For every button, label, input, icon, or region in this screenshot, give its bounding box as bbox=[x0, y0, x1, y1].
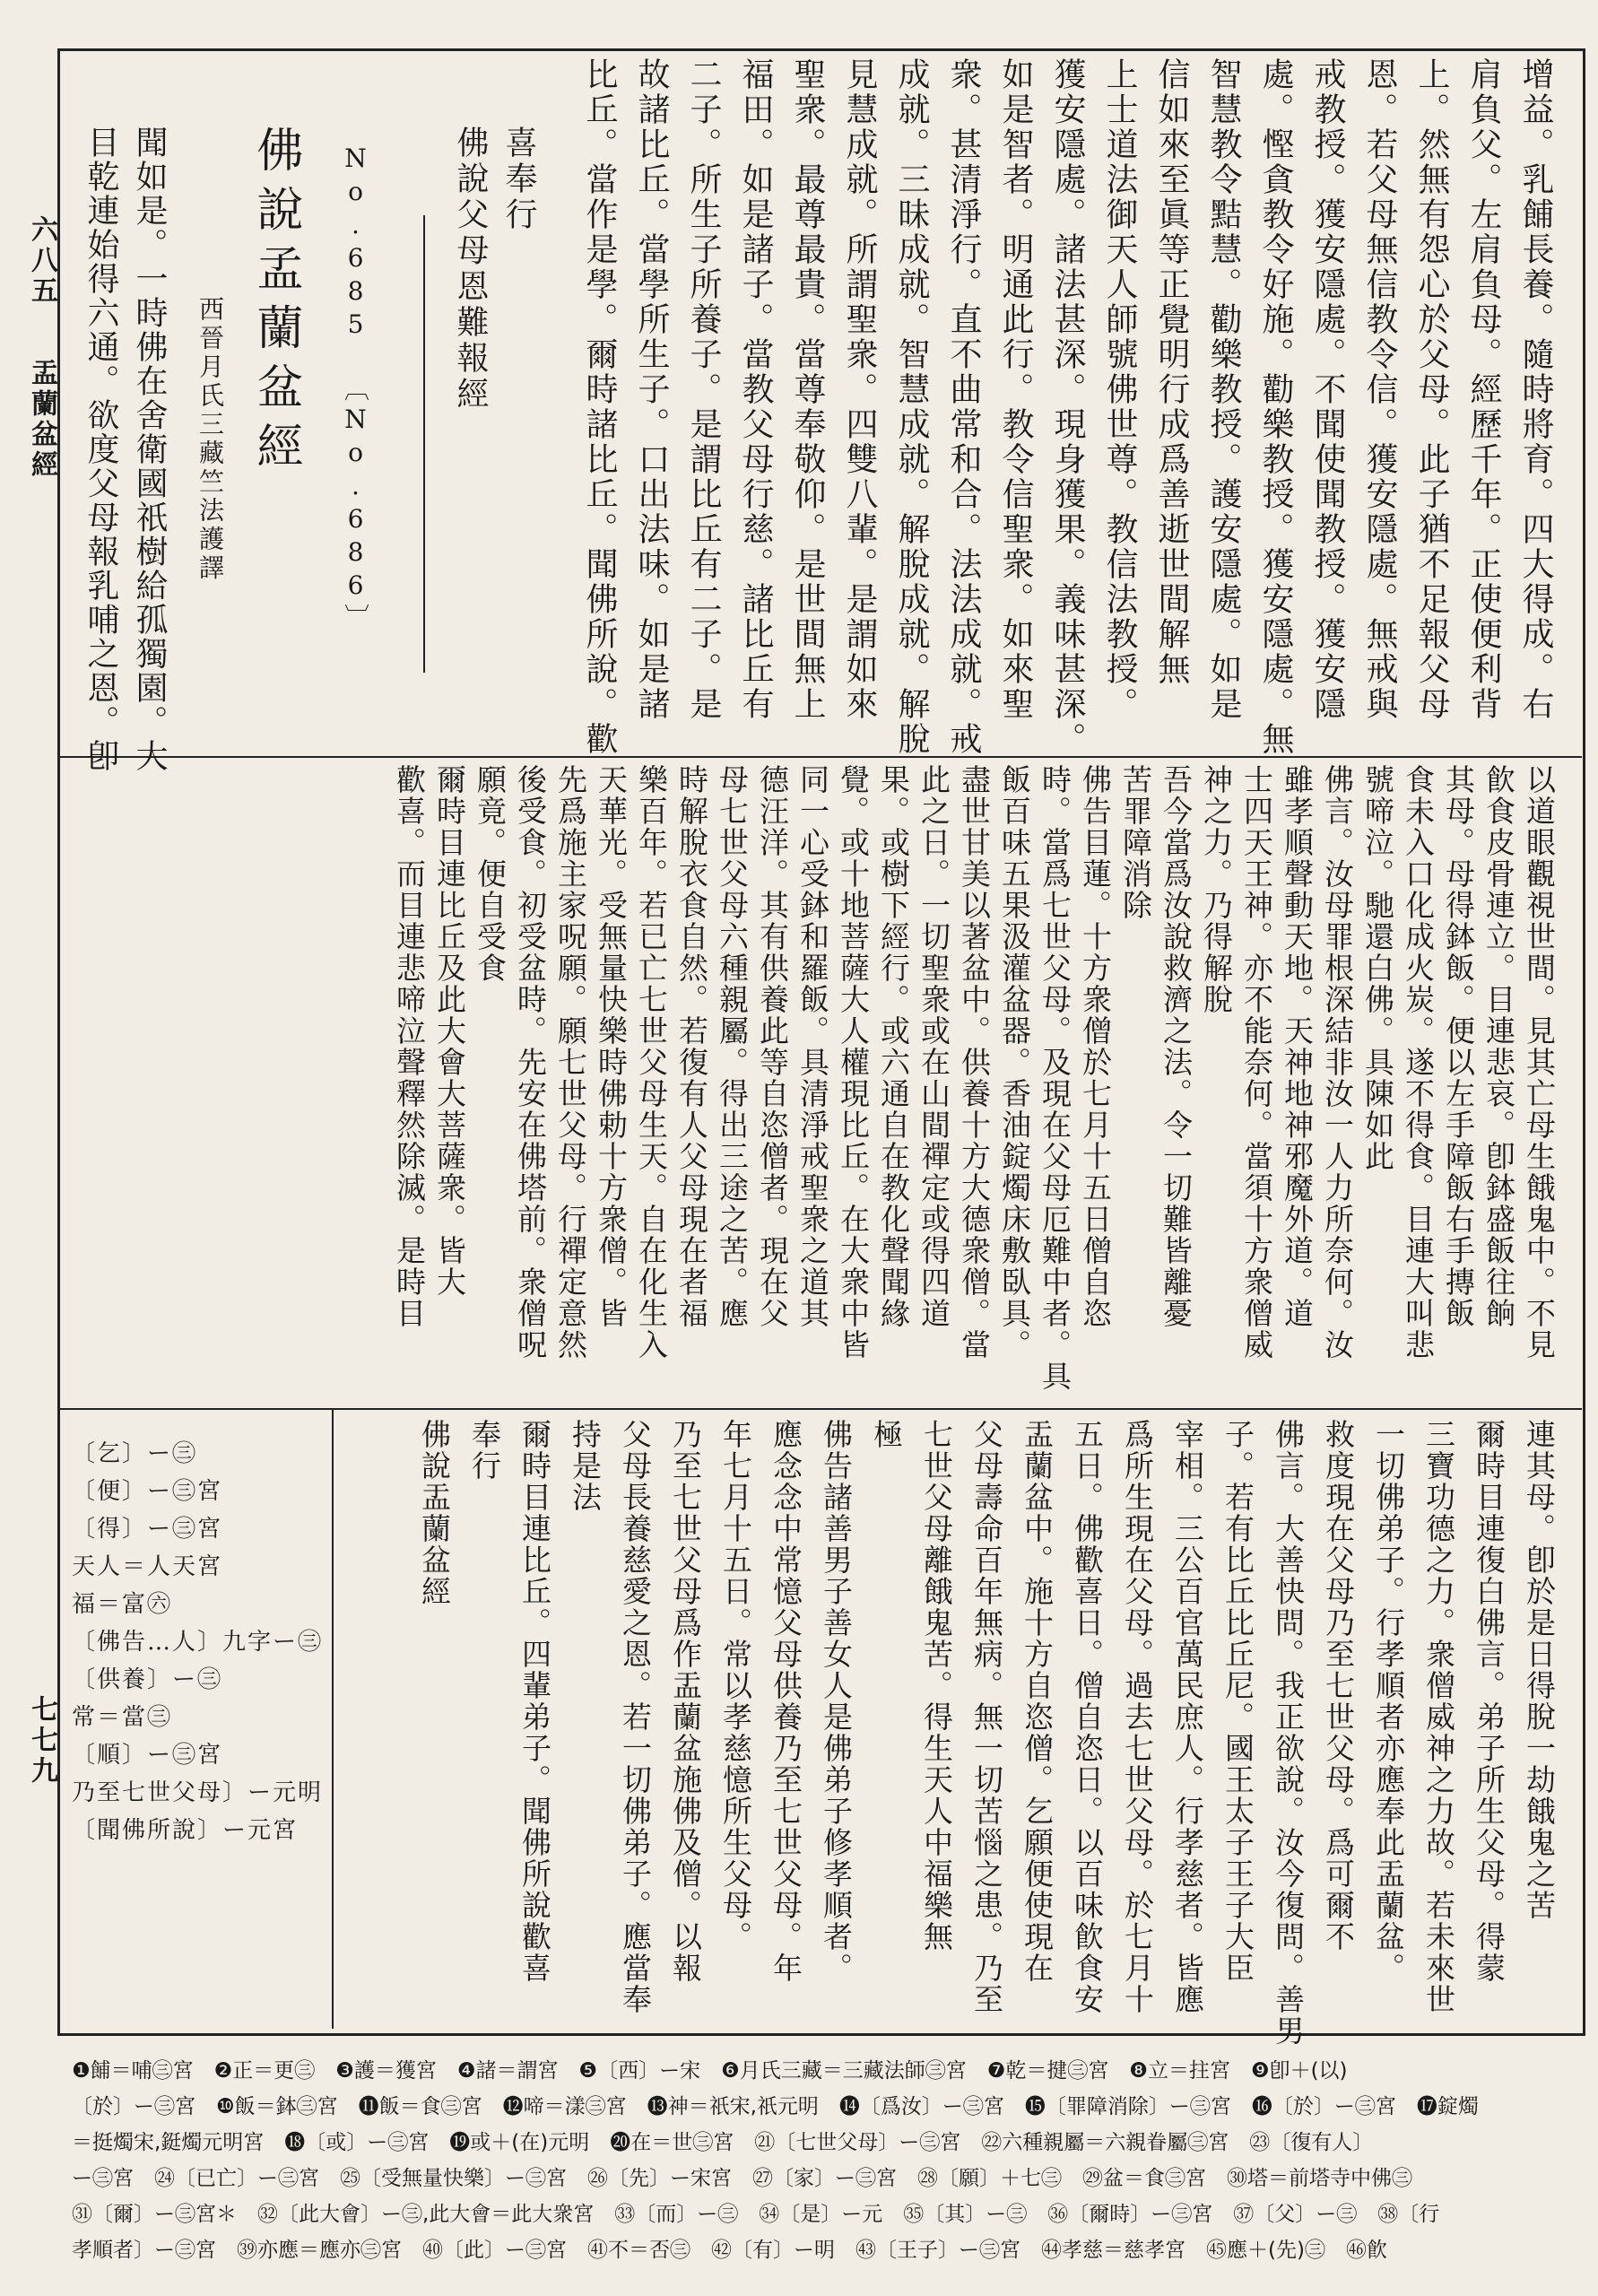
text-column: 應念念中常憶父母供養乃至七世父母。年 bbox=[769, 1419, 803, 1984]
text-column: 佛告諸善男子善女人是佛弟子修孝順者。 bbox=[819, 1419, 854, 1984]
sutra-title: 佛說孟蘭盆經 bbox=[248, 126, 302, 481]
side-note: 〔得〕ー㊂宮 bbox=[72, 1516, 223, 1543]
text-column: 子。若有比丘比丘尼。國王太子王子大臣 bbox=[1220, 1419, 1255, 1984]
text-column: 三寶功德之力。衆僧威神之力故。若未來世 bbox=[1421, 1419, 1456, 2015]
text-column: 衆。甚清淨行。直不曲常和合。法法成就。戒 bbox=[945, 57, 982, 757]
text-column: 增益。乳餔長養。隨時將育。四大得成。右 bbox=[1517, 57, 1554, 722]
text-column: 樂百年。若已亡七世父母生天。自在化生入 bbox=[634, 764, 669, 1361]
text-column: 父母壽命百年無病。無一切苦惱之患。乃至 bbox=[969, 1419, 1004, 2015]
text-column: 處。慳貪教令好施。勸樂教授。獲安隱處。無 bbox=[1257, 57, 1294, 757]
footnote-row: ㉛〔爾〕ー㊂宮＊ ㉜〔此大會〕ー㊂,此大會＝此大衆宮 ㉝〔而〕ー㊂ ㉞〔是〕ー元 ㉟〔其〕ー㊂ ㊱〔爾時〕ー㊂宮 ㊲〔父〕ー㊂ ㊳〔行 bbox=[72, 2203, 1440, 2226]
text-column: 時。當爲七世父母。及現在父母厄難中者。具 bbox=[1038, 764, 1073, 1392]
text-column: 願竟。便自受食 bbox=[473, 764, 508, 984]
text-column: 福田。如是諸子。當教父母行慈。諸比丘有 bbox=[737, 57, 774, 722]
text-column: 雖孝順聲動天地。天神地神邪魔外道。道 bbox=[1280, 764, 1315, 1329]
text-column: 果。或樹下經行。或六通自在教化聲聞緣 bbox=[876, 764, 911, 1329]
text-column: 七世父母離餓鬼苦。得生天人中福樂無 bbox=[919, 1419, 954, 1952]
text-column: 爲所生現在父母。過去七世父母。於七月十 bbox=[1120, 1419, 1155, 2015]
footnote-row: ❶餔＝哺㊂宮 ❷正＝更㊂ ❸護＝獲宮 ❹諸＝謂宮 ❺〔西〕ー宋 ❻月氏三藏＝三藏法師㊂宮 ❼乾＝揵㊂宮 ❽立＝拄宮 ❾卽＋(以) bbox=[72, 2059, 1348, 2083]
text-column: 天華光。受無量快樂時佛勅十方衆僧。皆 bbox=[594, 764, 629, 1329]
text-column: 佛說盂蘭盆經 bbox=[417, 1419, 452, 1607]
opening-line-1: 聞如是。一時佛在舍衛國祇樹給孤獨園。大 bbox=[131, 126, 168, 773]
translator-line: 西晉月氏三藏竺法護譯 bbox=[195, 296, 225, 583]
text-column: 五日。佛歡喜日。僧自恣日。以百味飮食安 bbox=[1070, 1419, 1105, 2015]
side-note: 〔順〕ー㊂宮 bbox=[72, 1742, 223, 1769]
text-column: 父母長養慈愛之恩。若一切佛弟子。應當奉 bbox=[618, 1419, 653, 2015]
catalog-number: No.685 〔No.686〕 bbox=[341, 144, 370, 632]
text-column: 故諸比丘。當學所生子。口出法味。如是諸 bbox=[633, 57, 670, 722]
text-column: 母七世父母六種親屬。得出三途之苦。應 bbox=[715, 764, 750, 1329]
text-column: 見慧成就。所謂聖衆。四雙八輩。是謂如來 bbox=[841, 57, 878, 722]
side-note: 〔佛告…人〕九字ー㊂ bbox=[72, 1629, 324, 1656]
footnote-row: 孝順者〕ー㊂宮 ㊴亦應＝應亦㊂宮 ㊵〔此〕ー㊂宮 ㊶不＝否㊂ ㊷〔有〕ー明 ㊸〔王子〕ー㊂宮 ㊹孝慈＝慈孝宮 ㊺應＋(先)㊂ ㊻飮 bbox=[72, 2239, 1387, 2262]
text-column: 肩負父。左肩負母。經歷千年。正使便利背 bbox=[1465, 57, 1502, 722]
text-column: 成就。三昧成就。智慧成就。解脫成就。解脫 bbox=[893, 57, 930, 757]
text-column: 其母。母得鉢飯。便以左手障飯右手摶飯 bbox=[1441, 764, 1476, 1329]
text-column: 飯百味五果汲灌盆器。香油錠燭床敷臥具。 bbox=[997, 764, 1032, 1361]
side-note: 〔供養〕ー㊂ bbox=[72, 1666, 223, 1693]
text-column: 佛言。汝母罪根深結非汝一人力所奈何。汝 bbox=[1320, 764, 1355, 1361]
text-column: 爾時目連比丘。四輩弟子。聞佛所說歡喜 bbox=[517, 1419, 552, 1984]
text-column: 救度現在父母乃至七世父母。爲可爾不 bbox=[1321, 1419, 1356, 1952]
text-column: 智慧教令黠慧。勸樂教授。護安隱處。如是 bbox=[1205, 57, 1242, 722]
text-column: 爾時目連復白佛言。弟子所生父母。得蒙 bbox=[1472, 1419, 1507, 1984]
text-column: 乃至七世父母爲作盂蘭盆施佛及僧。以報 bbox=[668, 1419, 703, 1984]
text-column: 爾時目連比丘及此大會大菩薩衆。皆大 bbox=[432, 764, 467, 1298]
opening-line-2: 目乾連始得六通。欲度父母報乳哺之恩。卽 bbox=[83, 126, 119, 773]
text-column: 連其母。卽於是日得脫一劫餓鬼之苦 bbox=[1522, 1419, 1557, 1921]
text-column: 盂蘭盆中。施十方自恣僧。乞願便使現在 bbox=[1020, 1419, 1055, 1984]
text-column: 一切佛弟子。行孝順者亦應奉此盂蘭盆。 bbox=[1371, 1419, 1406, 1984]
side-note: 福＝富㊅ bbox=[72, 1591, 173, 1618]
text-column: 比丘。當作是學。爾時諸比丘。聞佛所說。歡 bbox=[581, 57, 618, 757]
text-column: 時解脫衣食自然。若復有人父母現在者福 bbox=[674, 764, 709, 1329]
text-column: 極 bbox=[869, 1419, 904, 1450]
text-column: 德汪洋。其有供養此等自恣僧者。現在父 bbox=[755, 764, 790, 1329]
footnote-row: ー㊂宮 ㉔〔已亡〕ー㊂宮 ㉕〔受無量快樂〕ー㊂宮 ㉖〔先〕ー宋宮 ㉗〔家〕ー㊂宮 ㉘〔願〕＋七㊂ ㉙盆＝食㊂宮 ㉚塔＝前塔寺中佛㊂ bbox=[72, 2167, 1412, 2190]
row-divider-lower bbox=[57, 1408, 1582, 1410]
text-column: 恩。若父母無信教令信。獲安隱處。無戒與 bbox=[1361, 57, 1398, 722]
title-divider bbox=[423, 215, 425, 673]
footnote-row: ＝挺燭宋,鋌燭元明宮 ⓲〔或〕ー㊂宮 ⓳或＋(在)元明 ⓴在＝世㊂宮 ㉑〔七世父母〕ー㊂宮 ㉒六種親屬＝六親眷屬㊂宮 ㉓〔復有人〕 bbox=[72, 2131, 1374, 2154]
text-column: 上。然無有怨心於父母。此子猶不足報父母 bbox=[1413, 57, 1450, 722]
text-column: 歡喜。而目連悲啼泣聲釋然除滅。是時目 bbox=[392, 764, 427, 1329]
running-title: 盂蘭盆經 bbox=[26, 359, 57, 481]
text-column: 此之日。一切聖衆或在山間禪定或得四道 bbox=[916, 764, 951, 1329]
side-note: 〔乞〕ー㊂ bbox=[72, 1440, 198, 1467]
side-notes-divider bbox=[332, 1410, 334, 2029]
text-column: 飮食皮骨連立。目連悲哀。卽鉢盛飯往餉 bbox=[1481, 764, 1516, 1329]
text-column: 士四天王神。亦不能奈何。當須十方衆僧威 bbox=[1239, 764, 1274, 1361]
text-column: 覺。或十地菩薩大人權現比丘。在大衆中皆 bbox=[836, 764, 871, 1361]
side-note: 〔聞佛所說〕ー元宮 bbox=[72, 1817, 299, 1844]
page-number-bottom: 七七九 bbox=[26, 1695, 57, 1787]
side-note: 乃至七世父母〕ー元明 bbox=[72, 1779, 324, 1806]
text-column: 年七月十五日。常以孝慈憶所生父母。 bbox=[718, 1419, 753, 1952]
row-divider-upper bbox=[57, 756, 1582, 758]
text-column: 盡世甘美以著盆中。供養十方大德衆僧。當 bbox=[957, 764, 992, 1361]
text-column: 後受食。初受盆時。先安在佛塔前。衆僧呪 bbox=[513, 764, 548, 1361]
text-column: 宰相。三公百官萬民庶人。行孝慈者。皆應 bbox=[1170, 1419, 1205, 2015]
text-column: 聖衆。最尊最貴。當尊奉敬仰。是世間無上 bbox=[789, 57, 826, 722]
text-column: 奉行 bbox=[467, 1419, 502, 1482]
previous-sutra-end: 喜奉行 bbox=[500, 126, 537, 233]
text-column: 戒教授。獲安隱處。不聞使聞教授。獲安隱 bbox=[1309, 57, 1346, 722]
footnote-row: 〔於〕ー㊂宮 ❿飯＝鉢㊂宮 ⓫飯＝食㊂宮 ⓬啼＝漾㊂宮 ⓭神＝祇宋,祇元明 ⓮〔爲汝〕ー㊂宮 ⓯〔罪障消除〕ー㊂宮 ⓰〔於〕ー㊂宮 ⓱錠燭 bbox=[72, 2095, 1479, 2118]
text-column: 獲安隱處。諸法甚深。現身獲果。義味甚深。 bbox=[1049, 57, 1086, 757]
text-column: 食未入口化成火炭。遂不得食。目連大叫悲 bbox=[1401, 764, 1436, 1361]
text-column: 同一心受鉢和羅飯。具清淨戒聖衆之道其 bbox=[795, 764, 830, 1329]
text-column: 以道眼觀視世間。見其亡母生餓鬼中。不見 bbox=[1522, 764, 1557, 1361]
side-note: 〔便〕ー㊂宮 bbox=[72, 1478, 223, 1505]
text-column: 號啼泣。馳還白佛。具陳如此 bbox=[1360, 764, 1395, 1172]
text-column: 持是法 bbox=[568, 1419, 603, 1513]
side-note: 天人＝人天宮 bbox=[72, 1553, 223, 1580]
text-column: 神之力。乃得解脫 bbox=[1199, 764, 1234, 1015]
text-column: 二子。所生子所養子。是謂比丘有二子。是 bbox=[685, 57, 722, 722]
side-note: 常＝當㊂ bbox=[72, 1704, 173, 1731]
page-number-top: 六八五 bbox=[26, 215, 57, 307]
text-column: 上士道法御天人師號佛世尊。教信法教授。 bbox=[1101, 57, 1138, 722]
text-column: 佛言。大善快問。我正欲說。汝今復問。善男 bbox=[1271, 1419, 1306, 2047]
text-column: 佛告目蓮。十方衆僧於七月十五日僧自恣 bbox=[1078, 764, 1113, 1329]
text-column: 如是智者。明通此行。教令信聖衆。如來聖 bbox=[997, 57, 1034, 722]
text-column: 吾今當爲汝說救濟之法。令一切難皆離憂 bbox=[1159, 764, 1194, 1329]
text-column: 先爲施主家呪願。願七世父母。行禪定意然 bbox=[553, 764, 588, 1361]
text-column: 信如來至眞等正覺明行成爲善逝世間解無 bbox=[1153, 57, 1190, 687]
previous-sutra-end-title: 佛說父母恩難報經 bbox=[452, 126, 489, 413]
text-column: 苦罪障消除 bbox=[1118, 764, 1153, 921]
